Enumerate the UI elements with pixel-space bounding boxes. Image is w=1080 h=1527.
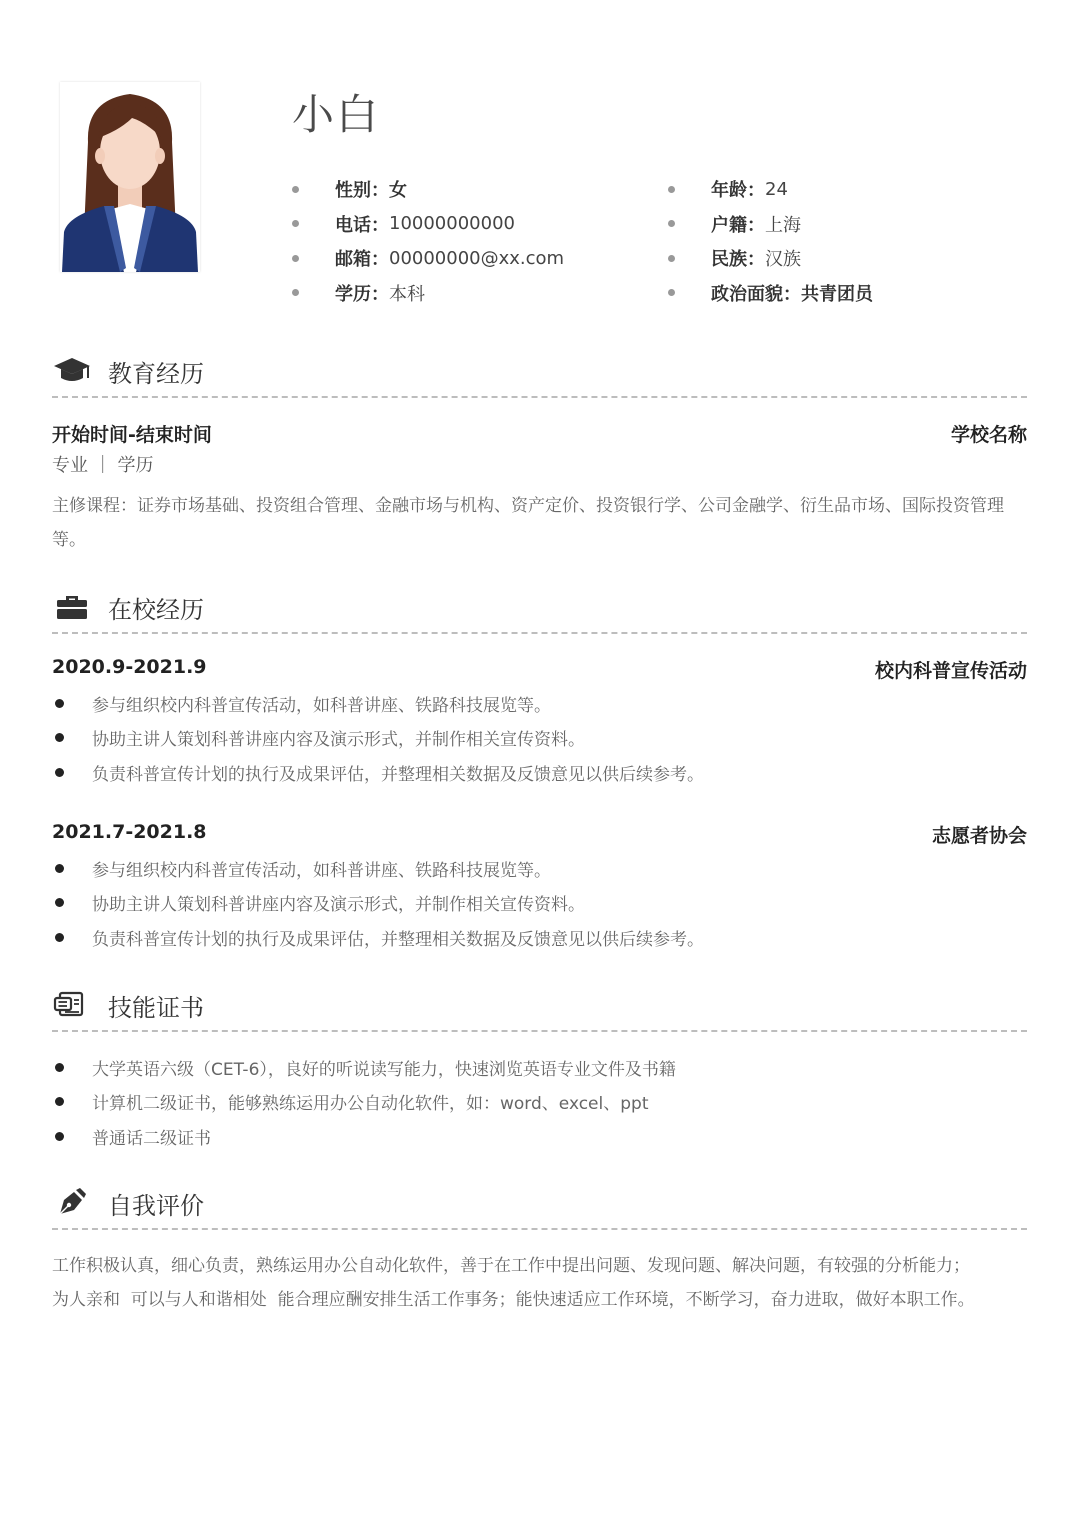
campus-item-bullets [52,851,1027,955]
bullet-dot [55,699,64,708]
list-item: 负责科普宣传计划的执行及成果评估，并整理相关数据及反馈意见以供后续参考。 [52,920,1027,955]
bullet-dot [668,220,675,227]
profile-photo [60,82,200,272]
bullet-dot [292,289,299,296]
bullet-dot [292,186,299,193]
bullet-dot [292,255,299,262]
section-divider [52,632,1027,634]
bullet-dot [668,255,675,262]
section-title: 技能证书 [108,994,204,1022]
campus-item-header [52,821,1027,849]
bullet-dot [55,933,64,942]
info-age: 年龄 ： 24 [668,172,873,207]
school-name: 学校名称 [950,424,1027,446]
bullet-dot [55,1097,64,1106]
skills-list [52,1050,1027,1154]
bullet-dot [55,898,64,907]
bullet-dot [55,1132,64,1141]
section-divider [52,396,1027,398]
section-divider [52,1228,1027,1230]
basic-info-right [668,172,873,310]
info-gender: 性别 ： 女 [292,172,564,207]
bullet-dot [55,768,64,777]
candidate-name: 小白 [292,90,381,139]
info-phone: 电话 ： 10000000000 [292,207,564,242]
section-title: 在校经历 [108,596,204,624]
self-evaluation-line-2: 为人亲和 可以与人和谐相处 能合理应酬安排生活工作事务；能快速适应工作环境，不断学习，奋力进取，做好本职工作。 [52,1290,975,1310]
bullet-dot [55,733,64,742]
avatar-illustration [60,82,200,272]
certificate-icon [52,988,92,1020]
bullet-dot [292,220,299,227]
section-title: 自我评价 [108,1192,204,1220]
education-header-row [52,420,1027,448]
pen-nib-icon [52,1186,92,1218]
list-item: 参与组织校内科普宣传活动，如科普讲座、铁路科技展览等。 [52,686,1027,721]
list-item: 大学英语六级（CET-6），良好的听说读写能力，快速浏览英语专业文件及书籍 [52,1050,1027,1085]
list-item: 参与组织校内科普宣传活动，如科普讲座、铁路科技展览等。 [52,851,1027,886]
campus-item-org: 校内科普宣传活动 [874,660,1027,682]
info-degree: 学历 ： 本科 [292,276,564,311]
major-degree: 专业 ｜ 学历 [52,455,154,476]
info-email: 邮箱 ： 00000000@xx.com [292,241,564,276]
briefcase-icon [52,590,92,622]
self-evaluation-line-1: 工作积极认真，细心负责，熟练运用办公自动化软件，善于在工作中提出问题、发现问题、解决问题，有较强的分析能力； [52,1256,970,1276]
campus-item-period: 2021.7-2021.8 [52,821,207,843]
info-political-status: 政治面貌 ： 共青团员 [668,276,873,311]
bullet-dot [668,289,675,296]
bullet-dot [668,186,675,193]
education-period: 开始时间-结束时间 [52,424,212,446]
section-divider [52,1030,1027,1032]
bullet-dot [55,1063,64,1072]
basic-info-left [292,172,564,310]
list-item: 协助主讲人策划科普讲座内容及演示形式，并制作相关宣传资料。 [52,721,1027,756]
campus-item-header [52,656,1027,684]
info-ethnicity: 民族 ： 汉族 [668,241,873,276]
campus-item-period: 2020.9-2021.9 [52,656,207,678]
graduation-cap-icon [52,354,92,386]
main-courses: 主修课程：证券市场基础、投资组合管理、金融市场与机构、资产定价、投资银行学、公司金融学、衍生品市场、国际投资管理等。 [52,496,1004,550]
list-item: 协助主讲人策划科普讲座内容及演示形式，并制作相关宣传资料。 [52,886,1027,921]
list-item: 计算机二级证书，能够熟练运用办公自动化软件，如：word、excel、ppt [52,1085,1027,1120]
section-campus [52,586,1027,626]
campus-item-org: 志愿者协会 [931,825,1027,847]
bullet-dot [55,864,64,873]
list-item: 负责科普宣传计划的执行及成果评估，并整理相关数据及反馈意见以供后续参考。 [52,755,1027,790]
list-item: 普通话二级证书 [52,1119,1027,1154]
info-hometown: 户籍 ： 上海 [668,207,873,242]
section-self-evaluation [52,1182,1027,1222]
section-education [52,350,1027,390]
section-skills [52,984,1027,1024]
campus-item-bullets [52,686,1027,790]
section-title: 教育经历 [108,360,204,388]
